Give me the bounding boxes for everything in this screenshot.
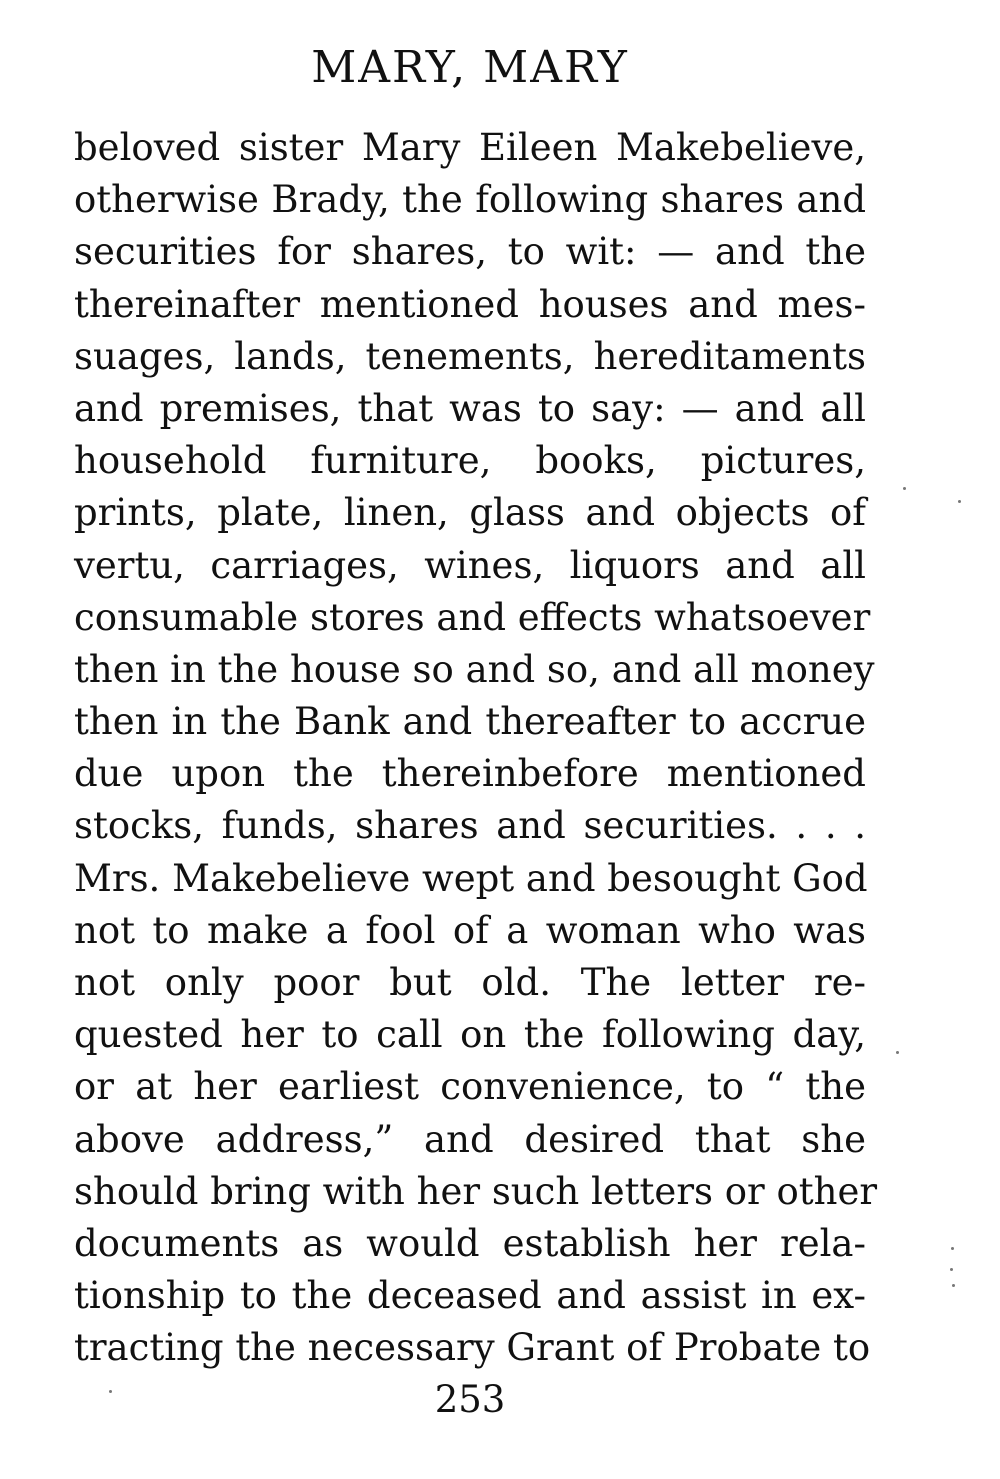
running-head: MARY, MARY: [311, 42, 629, 93]
body-text: [74, 122, 878, 1375]
page-number: 253: [434, 1378, 506, 1421]
scan-speck: [903, 487, 906, 490]
text-line: due upon the thereinbefore mentioned: [74, 752, 866, 796]
text-line: tracting the necessary Grant of Probate to: [74, 1326, 871, 1370]
text-line: documents as would establish her rela-: [74, 1221, 866, 1265]
text-line: consumable stores and effects whatsoever: [74, 595, 871, 639]
text-line: tionship to the deceased and assist in ex-: [74, 1274, 866, 1318]
text-line: not only poor but old. The letter re-: [74, 961, 866, 1004]
text-line: then in the house so and so, and all money: [74, 647, 875, 691]
scan-speck: [896, 1051, 899, 1054]
text-line: securities for shares, to wit: — and the: [74, 230, 866, 274]
text-line: quested her to call on the following day,: [74, 1013, 866, 1057]
scan-speck: [952, 1284, 955, 1287]
text-line: otherwise Brady, the following shares and: [74, 178, 866, 222]
text-line: suages, lands, tenements, hereditaments: [74, 334, 866, 378]
text-line: then in the Bank and thereafter to accrue: [74, 700, 866, 744]
text-line: household furniture, books, pictures,: [74, 439, 866, 483]
scan-speck: [951, 1247, 954, 1250]
text-line: vertu, carriages, wines, liquors and all: [74, 543, 866, 587]
text-line: stocks, funds, shares and securities. . . .: [74, 804, 866, 848]
text-line: Mrs. Makebelieve wept and besought God: [74, 856, 868, 900]
text-line: above address,” and desired that she: [74, 1117, 866, 1161]
text-line: or at her earliest convenience, to “ the: [74, 1065, 866, 1109]
text-line: and premises, that was to say: — and all: [74, 386, 866, 430]
text-line: beloved sister Mary Eileen Makebelieve,: [74, 126, 866, 169]
scan-speck: [950, 1268, 953, 1271]
text-line: not to make a fool of a woman who was: [74, 908, 866, 952]
text-line: thereinafter mentioned houses and mes-: [74, 282, 866, 326]
scan-speck: [958, 500, 961, 503]
scan-speck: [109, 1390, 112, 1393]
text-line: prints, plate, linen, glass and objects of: [74, 491, 866, 535]
text-line: should bring with her such letters or other: [74, 1169, 878, 1213]
